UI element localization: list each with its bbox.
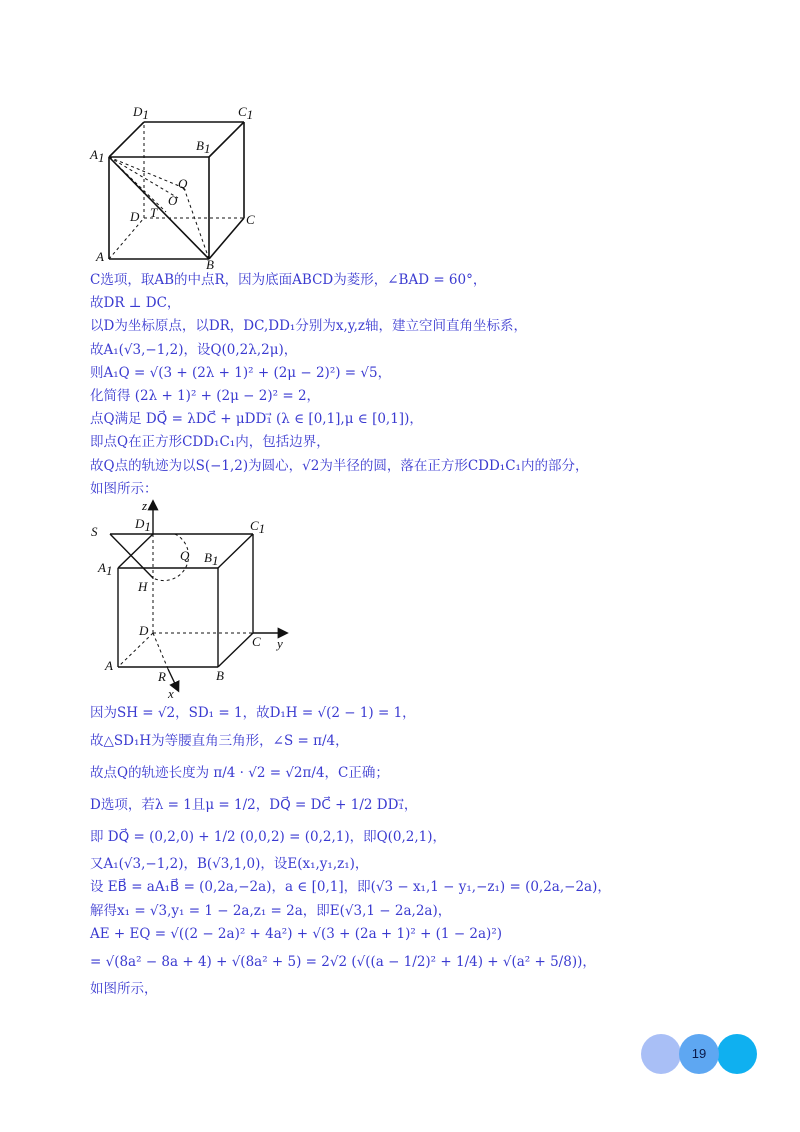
text-line: 设 EB⃗ = aA₁B⃗ = (0,2a,−2a)，a ∈ [0,1]，即(√3 − x₁,1 − y₁,−z₁) = (0,2a,−2a)， xyxy=(90,879,611,896)
edge-C1-B1 xyxy=(218,534,253,568)
label-D: D xyxy=(130,209,140,224)
label-C: C xyxy=(246,212,255,227)
text-line: 如图所示： xyxy=(90,480,158,497)
label-H: H xyxy=(138,579,148,594)
label-Q: Q xyxy=(180,548,190,563)
hidden-edge-D-R xyxy=(153,633,168,669)
label-B: B xyxy=(216,668,224,683)
edge-B-C xyxy=(209,218,244,259)
label-A1: A1 xyxy=(98,560,113,578)
label-B1: B1 xyxy=(196,138,211,156)
label-C1: C1 xyxy=(250,518,266,536)
label-S: S xyxy=(91,524,98,539)
page-number: 19 xyxy=(691,1046,707,1061)
edge-B-C xyxy=(218,633,253,667)
segment-A1-B xyxy=(109,157,209,259)
decor-circle xyxy=(641,1034,681,1074)
text-line: = √(8a² − 8a + 4) + √(8a² + 5) = 2√2 (√((a − 1/2)² + 1/4) + √(a² + 5/8))， xyxy=(90,954,596,971)
text-line: 又A₁(√3,−1,2)，B(√3,1,0)，设E(x₁,y₁,z₁)， xyxy=(90,856,369,873)
text-line: 化简得 (2λ + 1)² + (2μ − 2)² = 2， xyxy=(90,388,321,405)
text-line: 点Q满足 DQ⃗ = λDC⃗ + μDD₁⃗ (λ ∈ [0,1],μ ∈ [0,1])， xyxy=(90,411,423,428)
cube-figure-1 xyxy=(88,100,268,270)
label-y: y xyxy=(277,636,283,651)
label-A: A xyxy=(96,249,104,264)
label-Q: Q xyxy=(178,176,188,191)
text-line: 解得x₁ = √3,y₁ = 1 − 2a,z₁ = 2a，即E(√3,1 − 2a,2a)， xyxy=(90,902,452,919)
text-line: 故点Q的轨迹长度为 π/4 · √2 = √2π/4，C正确； xyxy=(90,765,389,782)
text-line: 即点Q在正方形CDD₁C₁内，包括边界， xyxy=(90,434,330,451)
label-C1: C1 xyxy=(238,104,254,122)
text-line: 故DR ⊥ DC， xyxy=(90,295,181,312)
text-line: 故Q点的轨迹为以S(−1,2)为圆心，√2为半径的圆，落在正方形CDD₁C₁内的部分， xyxy=(90,457,589,474)
text-line: 因为SH = √2，SD₁ = 1，故D₁H = √(2 − 1) = 1， xyxy=(90,705,416,721)
label-D1: D1 xyxy=(135,516,151,534)
text-line: 故△SD₁H为等腰直角三角形，∠S = π/4， xyxy=(90,733,349,750)
text-line: D选项，若λ = 1且μ = 1/2，DQ⃗ = DC⃗ + 1/2 DD₁⃗， xyxy=(90,797,418,814)
label-x: x xyxy=(168,686,174,700)
edge-D1-A1 xyxy=(109,122,144,157)
text-line: 则A₁Q = √(3 + (2λ + 1)² + (2μ − 2)²) = √5， xyxy=(90,364,392,381)
label-C: C xyxy=(252,634,261,649)
solution-text-block-1 xyxy=(90,269,588,501)
label-D1: D1 xyxy=(133,104,149,122)
segment-Q-B xyxy=(184,188,209,259)
text-line: 以D为坐标原点，以DR，DC,DD₁分别为x,y,z轴，建立空间直角坐标系， xyxy=(90,318,527,335)
label-B: B xyxy=(206,257,214,270)
label-R: R xyxy=(158,669,166,684)
edge-B1-C1 xyxy=(209,122,244,157)
label-O: O xyxy=(168,193,178,208)
label-A: A xyxy=(105,658,113,673)
text-line: 故A₁(√3,−1,2)，设Q(0,2λ,2μ)， xyxy=(90,341,298,358)
text-line: AE + EQ = √((2 − 2a)² + 4a²) + √(3 + (2a + 1)² + (1 − 2a)²) xyxy=(90,925,503,942)
text-line: 即 DQ⃗ = (0,2,0) + 1/2 (0,0,2) = (0,2,1)，即Q(0,2,1)， xyxy=(90,829,447,846)
text-line: C选项，取AB的中点R，因为底面ABCD为菱形，∠BAD = 60°， xyxy=(90,272,487,288)
text-line: 如图所示， xyxy=(90,981,158,998)
decor-circle xyxy=(717,1034,757,1074)
hidden-edge-A-D xyxy=(109,218,144,259)
hidden-edge-D-A xyxy=(118,633,153,667)
label-A1: A1 xyxy=(90,147,105,165)
label-B1: B1 xyxy=(204,550,219,568)
solution-text-block-2 xyxy=(90,702,611,1001)
label-z: z xyxy=(142,498,148,513)
label-D: D xyxy=(139,623,149,638)
page-number-badge xyxy=(641,1034,761,1076)
label-T: T xyxy=(150,205,158,220)
edge-A1-D1 xyxy=(118,534,153,568)
cube-figure-2 xyxy=(88,498,298,700)
segment-A1-Q xyxy=(109,157,184,188)
